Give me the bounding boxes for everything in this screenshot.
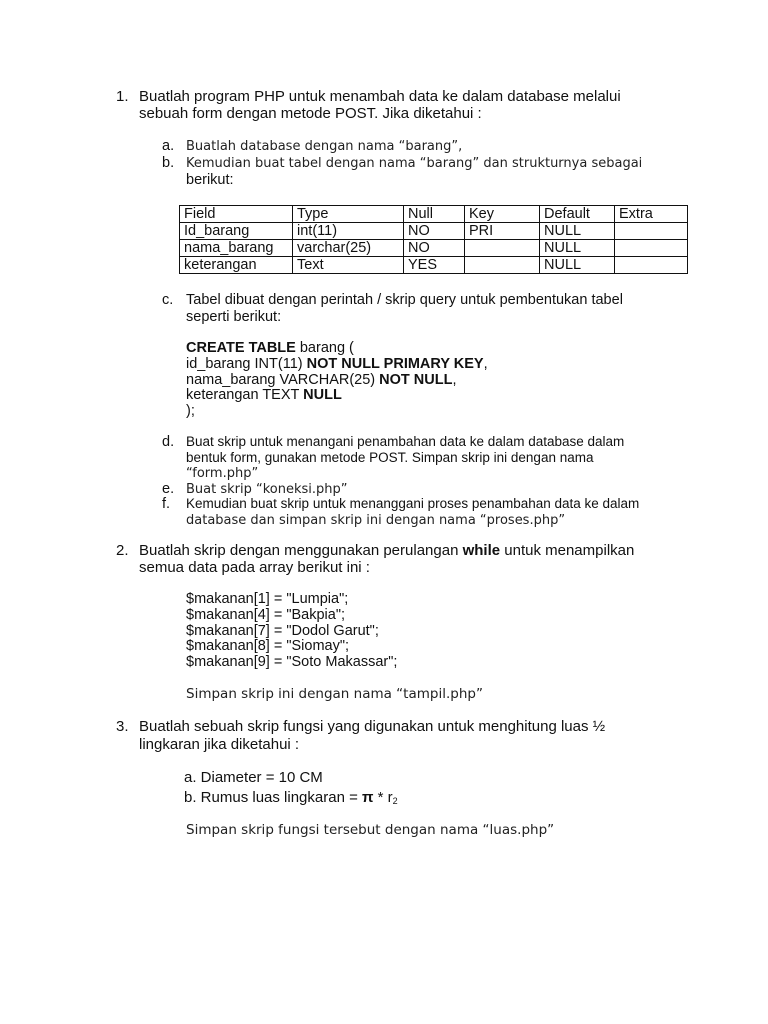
table-cell: NO (404, 223, 465, 240)
sql-line-4 (186, 388, 342, 404)
sql-text: id_barang INT(11) (186, 356, 307, 372)
pi-symbol: π (362, 789, 374, 806)
formula-text: b. Rumus luas lingkaran = (184, 789, 363, 806)
item-1b-line1: Kemudian buat tabel dengan nama “barang” dan strukturnya sebagai (186, 156, 643, 171)
sql-line-2 (186, 357, 488, 373)
item-1d-line2: bentuk form, gunakan metode POST. Simpan skrip ini dengan nama (186, 450, 594, 465)
sql-text: keterangan TEXT (186, 387, 304, 403)
sql-keyword: NOT NULL (379, 372, 453, 388)
table-cell: varchar(25) (293, 240, 404, 257)
table-cell: NO (404, 240, 465, 257)
table-cell: NULL (540, 257, 615, 274)
array-code-line: $makanan[7] = "Dodol Garut"; (186, 623, 379, 639)
item-1d-line3: “form.php” (186, 466, 259, 481)
question-3-text-line2: lingkaran jika diketahui : (139, 736, 300, 753)
item-1a-letter: a. (162, 138, 175, 154)
sql-keyword: NOT NULL PRIMARY KEY (306, 356, 484, 372)
sql-keyword: NULL (303, 387, 342, 403)
item-1b-line2: berikut: (186, 172, 234, 188)
item-1e-text: Buat skrip “koneksi.php” (186, 482, 348, 497)
table-cell: Text (293, 257, 404, 274)
table-cell (615, 223, 688, 240)
formula-subscript: 2 (392, 796, 398, 806)
question-2-text-line1 (139, 542, 634, 559)
table-cell (465, 257, 540, 274)
question-2-text-line2: semua data pada array berikut ini : (139, 559, 370, 576)
table-header-cell: Default (540, 206, 615, 223)
table-header-cell: Field (180, 206, 293, 223)
sql-keyword: CREATE TABLE (186, 340, 296, 356)
question-2-save-note: Simpan skrip ini dengan nama “tampil.php” (186, 686, 483, 702)
table-cell: int(11) (293, 223, 404, 240)
table-header-row (180, 206, 688, 223)
question-1-text-line2: sebuah form dengan metode POST. Jika diketahui : (139, 105, 482, 122)
table-header-cell: Extra (615, 206, 688, 223)
table-header-cell: Key (465, 206, 540, 223)
question-3-item-a: a. Diameter = 10 CM (184, 769, 323, 786)
item-1c-line1: Tabel dibuat dengan perintah / skrip query untuk pembentukan tabel (186, 292, 623, 308)
item-1a-text: Buatlah database dengan nama “barang”, (186, 139, 463, 154)
question-3-save-note: Simpan skrip fungsi tersebut dengan nama “luas.php” (186, 822, 555, 838)
item-1c-letter: c. (162, 292, 174, 308)
item-1c-line2: seperti berikut: (186, 309, 282, 325)
question-3-number: 3. (116, 718, 129, 735)
item-1e-letter: e. (162, 481, 175, 497)
table-row (180, 257, 688, 274)
array-code-line: $makanan[4] = "Bakpia"; (186, 607, 346, 623)
sql-line-1 (186, 341, 354, 357)
item-1d-line1: Buat skrip untuk menangani penambahan data ke dalam database dalam (186, 434, 625, 449)
item-1f-line1: Kemudian buat skrip untuk menanggani proses penambahan data ke dalam (186, 496, 640, 511)
table-header-cell: Type (293, 206, 404, 223)
table-cell: keterangan (180, 257, 293, 274)
question-1-number: 1. (116, 88, 129, 105)
question-3-text-line1: Buatlah sebuah skrip fungsi yang digunakan untuk menghitung luas ½ (139, 718, 606, 735)
item-1f-letter: f. (162, 496, 171, 512)
question-1-text-line1: Buatlah program PHP untuk menambah data ke dalam database melalui (139, 88, 621, 105)
table-cell (465, 240, 540, 257)
sql-text: nama_barang VARCHAR(25) (186, 372, 380, 388)
sql-text: , (452, 372, 457, 388)
item-1f-line2: database dan simpan skrip ini dengan nama “proses.php” (186, 513, 566, 528)
question-2-text: Buatlah skrip dengan menggunakan perulangan (139, 542, 463, 559)
sql-line-5: ); (186, 403, 195, 419)
item-1d-letter: d. (162, 434, 175, 450)
array-code-line: $makanan[8] = "Siomay"; (186, 638, 350, 654)
sql-text: , (483, 356, 488, 372)
table-cell: NULL (540, 240, 615, 257)
table-row (180, 240, 688, 257)
table-cell: NULL (540, 223, 615, 240)
question-2-number: 2. (116, 542, 129, 559)
table-cell: Id_barang (180, 223, 293, 240)
formula-text: * r (373, 789, 393, 806)
sql-text: barang ( (295, 340, 354, 356)
table-header-cell: Null (404, 206, 465, 223)
question-3-item-b (184, 789, 398, 810)
question-2-keyword: while (462, 542, 501, 559)
table-cell: nama_barang (180, 240, 293, 257)
table-cell (615, 257, 688, 274)
question-2-text: untuk menampilkan (500, 542, 635, 559)
table-row (180, 223, 688, 240)
table-cell: YES (404, 257, 465, 274)
array-code-line: $makanan[1] = "Lumpia"; (186, 591, 349, 607)
item-1b-letter: b. (162, 155, 175, 171)
structure-table (179, 205, 688, 274)
array-code-line: $makanan[9] = "Soto Makassar"; (186, 654, 398, 670)
table-cell (615, 240, 688, 257)
table-cell: PRI (465, 223, 540, 240)
